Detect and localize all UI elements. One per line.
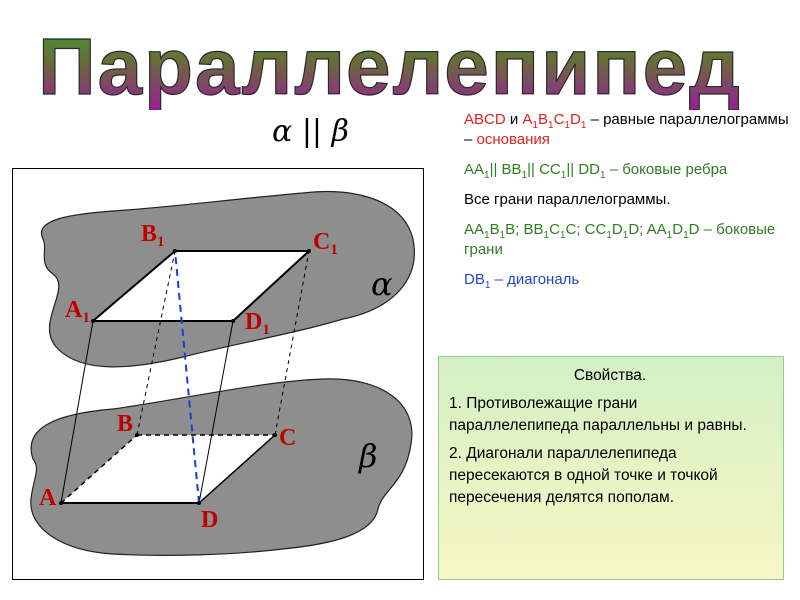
label-c1: $C_1$ xyxy=(313,229,338,258)
text-and: и xyxy=(509,111,519,128)
text-abcd: ABCD xyxy=(464,111,506,128)
vertex-dot-c1 xyxy=(307,249,311,253)
label-b1: $B_1$ xyxy=(141,221,165,250)
diagram-frame xyxy=(12,168,424,580)
definition-text xyxy=(464,110,794,300)
info-line-lateral-edges: $AA_1||$ $BB_1||$ $CC_1||$ $DD_1$ – боковые ребра xyxy=(464,161,728,181)
vertex-dot-d1 xyxy=(231,319,235,323)
properties-box xyxy=(438,356,784,580)
formula-alpha: α xyxy=(272,114,293,149)
properties-heading: Свойства. xyxy=(573,367,647,384)
info-line-all-faces: Все грани параллелограммы. xyxy=(464,191,671,208)
property-item-1: 1. Противолежащие грани параллелепипеда параллельны и равны. xyxy=(449,395,747,434)
text-a1b1c1d1: $A_1B_1C_1D_1$ xyxy=(522,111,587,131)
vertex-dot-b xyxy=(135,433,139,437)
info-line-lateral-faces: $AA_1B_1B$; $BB_1C_1C$; $CC_1D_1D$; $AA_1D_1D$ – боковые грани xyxy=(464,221,776,258)
plane-alpha-label: α xyxy=(371,265,393,303)
label-c: C xyxy=(279,425,297,451)
formula-separator: || xyxy=(301,114,323,149)
vertex-dot-a xyxy=(59,501,63,505)
vertex-dot-a1 xyxy=(91,319,95,323)
vertex-dot-b1 xyxy=(173,249,177,253)
text-equal-parallelograms: – равные параллелограммы – xyxy=(464,111,789,148)
parallelepiped-diagram xyxy=(13,169,425,581)
formula-beta: β xyxy=(331,114,349,149)
info-line-bases xyxy=(464,110,794,150)
text-bases: основания xyxy=(476,131,550,148)
label-a1: $A_1$ xyxy=(65,297,90,326)
info-line-diagonal: $DB_1$ – диагональ xyxy=(464,271,580,291)
label-d1: $D_1$ xyxy=(245,309,270,338)
plane-beta-label: β xyxy=(359,437,378,475)
label-a: A xyxy=(39,485,57,511)
label-b: B xyxy=(117,411,134,437)
vertex-dot-c xyxy=(273,433,277,437)
title-graphic xyxy=(0,0,800,110)
label-d: D xyxy=(201,507,219,533)
property-item-2: 2. Диагонали параллелепипеда пересекаются в одной точке и точкой пересечения делятся пополам. xyxy=(449,445,718,506)
parallel-formula xyxy=(272,114,349,149)
page-title: Параллелепипед xyxy=(38,22,742,110)
vertex-dot-d xyxy=(197,501,201,505)
